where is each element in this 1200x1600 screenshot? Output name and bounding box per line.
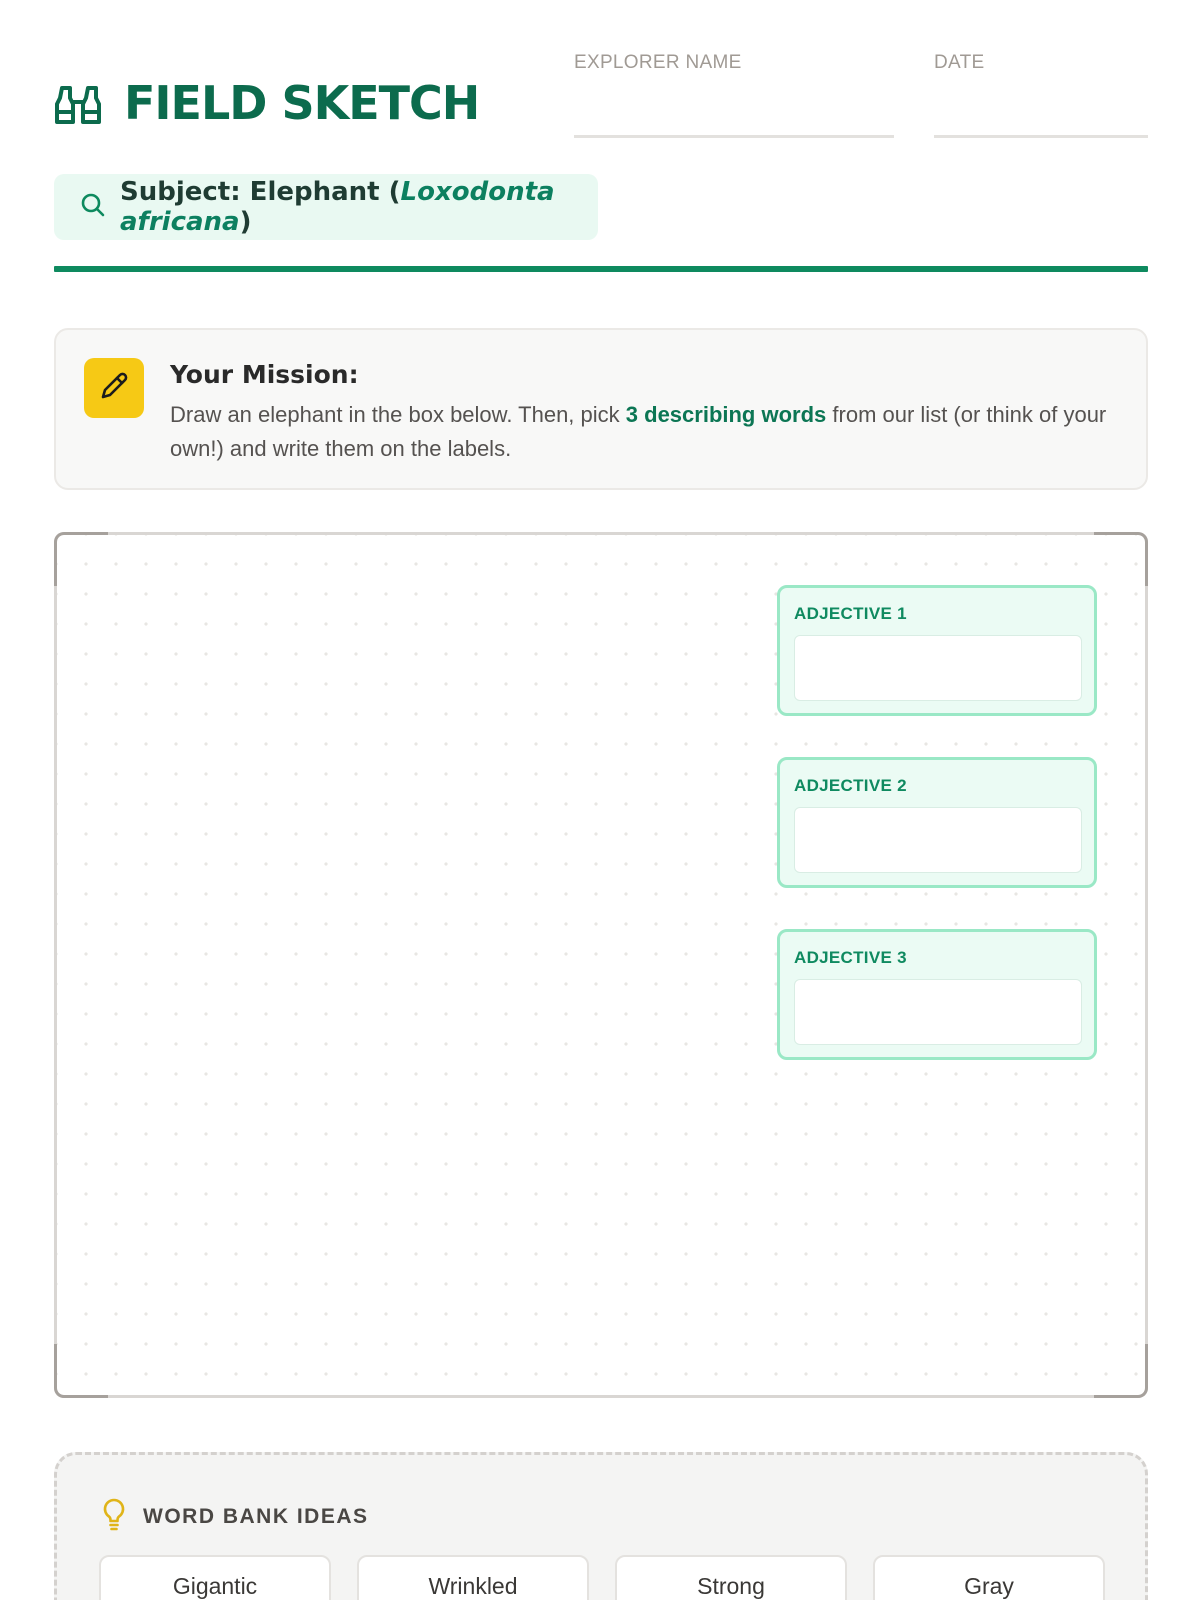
word-chip-gigantic[interactable]: Gigantic	[99, 1555, 331, 1600]
date-label: DATE	[934, 52, 985, 73]
search-icon	[80, 192, 106, 223]
word-chip-gray[interactable]: Gray	[873, 1555, 1105, 1600]
mission-text-before: Draw an elephant in the box below. Then, pick	[170, 402, 626, 427]
pencil-icon-box	[84, 358, 144, 418]
subject-text	[120, 177, 598, 237]
subject-badge	[54, 174, 598, 240]
date-field	[934, 52, 1148, 138]
adjective-label-1	[777, 585, 1097, 716]
adjective-label-2	[777, 757, 1097, 888]
word-bank-chips	[99, 1555, 1131, 1600]
mission-highlight: 3 describing words	[625, 402, 827, 427]
brand	[54, 76, 480, 130]
adjective-label-3	[777, 929, 1097, 1060]
word-chip-strong[interactable]: Strong	[615, 1555, 847, 1600]
canvas-corner-bottom-left	[54, 1344, 108, 1398]
drawing-canvas[interactable]	[54, 532, 1148, 1398]
adjective-2-title: ADJECTIVE 2	[794, 776, 907, 795]
mission-title: Your Mission:	[170, 360, 359, 389]
subject-scientific-name: Loxodonta africana	[120, 177, 555, 237]
adjective-2-input[interactable]	[794, 807, 1082, 873]
date-input[interactable]	[934, 74, 1148, 138]
word-chip-wrinkled[interactable]: Wrinkled	[357, 1555, 589, 1600]
adjective-3-title: ADJECTIVE 3	[794, 948, 907, 967]
page-title: FIELD SKETCH	[124, 76, 480, 130]
word-bank-title: WORD BANK IDEAS	[143, 1504, 369, 1528]
subject-suffix: )	[239, 207, 252, 237]
canvas-corner-bottom-right	[1094, 1344, 1148, 1398]
explorer-name-input[interactable]	[574, 74, 894, 138]
canvas-corner-top-right	[1094, 532, 1148, 586]
canvas-corner-top-left	[54, 532, 108, 586]
adjective-1-input[interactable]	[794, 635, 1082, 701]
adjective-3-input[interactable]	[794, 979, 1082, 1045]
explorer-name-label: EXPLORER NAME	[574, 52, 742, 73]
adjective-1-title: ADJECTIVE 1	[794, 604, 907, 623]
header-divider	[54, 266, 1148, 272]
pencil-icon	[97, 369, 131, 408]
word-bank-header	[101, 1497, 369, 1536]
explorer-name-field	[574, 52, 894, 138]
page-header	[54, 52, 1148, 142]
word-bank	[54, 1452, 1148, 1600]
mission-text-after: from our list (or think of your own!) and write them on the labels.	[170, 402, 1107, 461]
subject-prefix: Subject: Elephant (	[120, 177, 401, 207]
lightbulb-icon	[101, 1497, 127, 1536]
mission-card	[54, 328, 1148, 490]
binoculars-icon	[54, 80, 104, 126]
mission-text	[170, 398, 1122, 466]
